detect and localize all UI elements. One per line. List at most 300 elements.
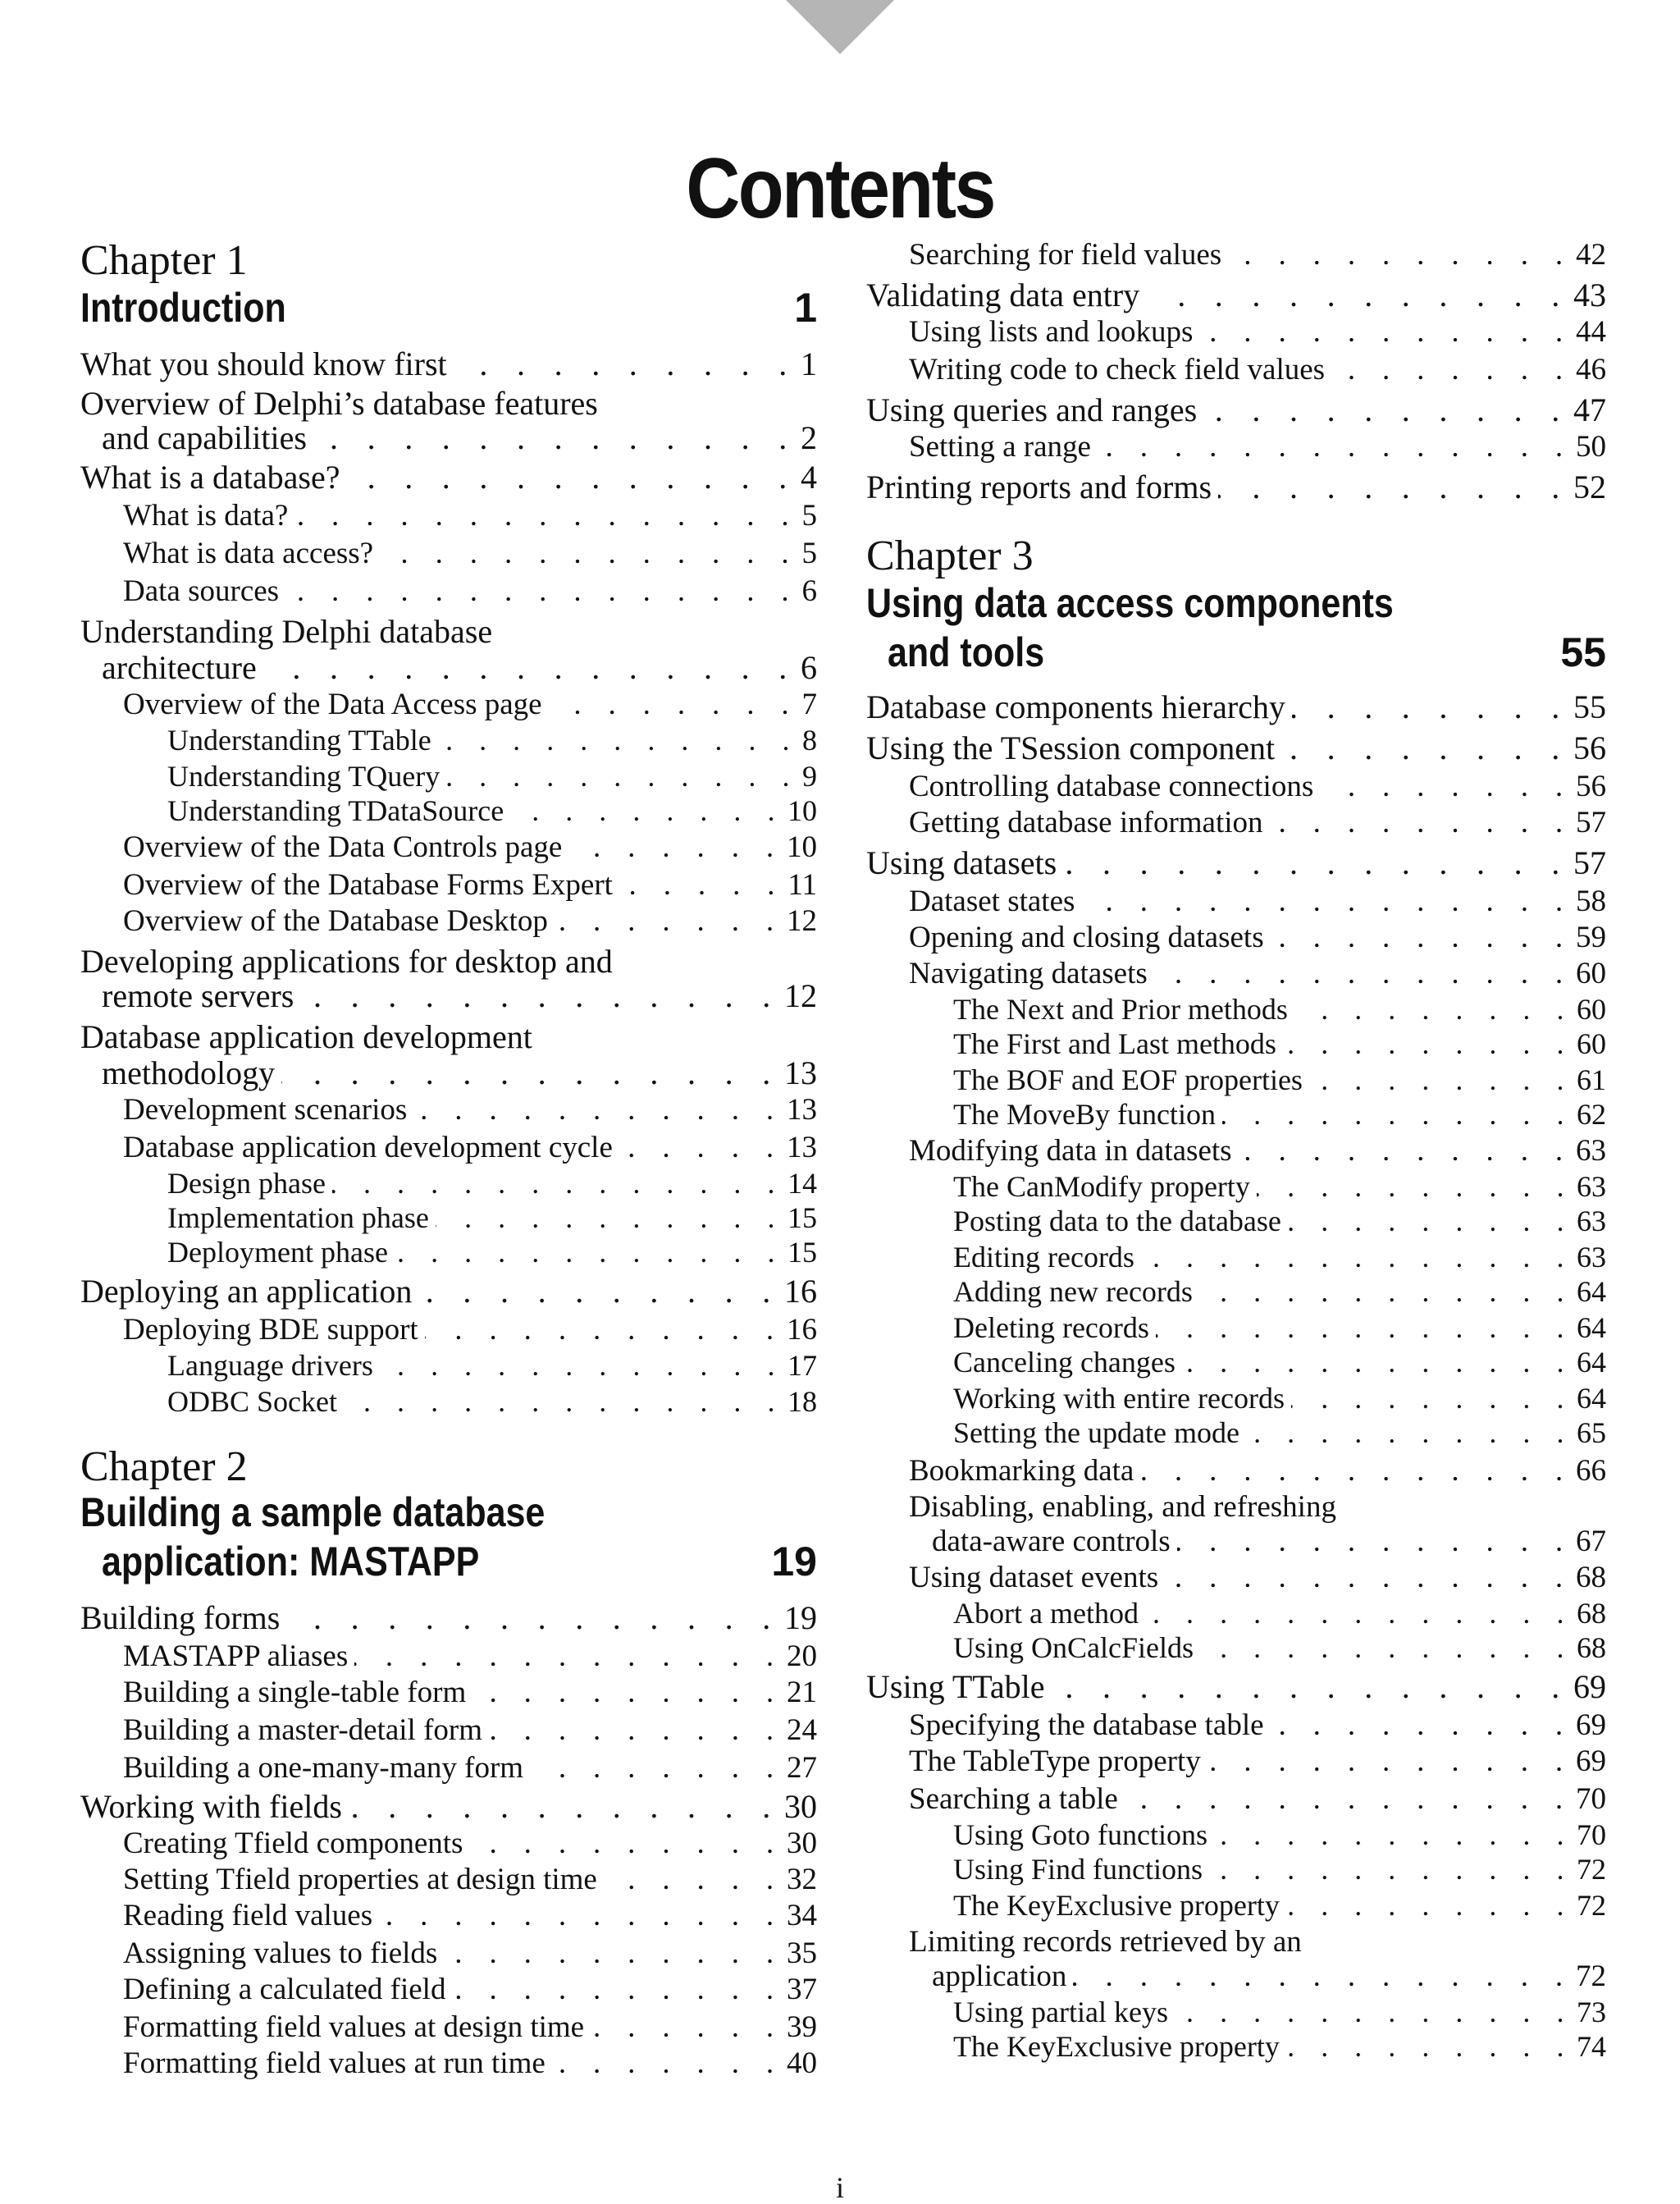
dot-leader <box>446 761 799 791</box>
toc-entry-page: 30 <box>787 1827 817 1860</box>
toc-entry[interactable] <box>953 1277 1606 1306</box>
dot-leader <box>1156 1313 1573 1342</box>
dot-leader <box>379 1900 783 1931</box>
dot-leader <box>1125 1784 1573 1814</box>
toc-entry-page: 60 <box>1576 957 1606 990</box>
toc-entry-text: The MoveBy function <box>953 1098 1216 1131</box>
chapter-title-text: Using data access components <box>866 580 1394 626</box>
toc-entry-text: Navigating datasets <box>909 957 1148 990</box>
toc-entry-page: 11 <box>788 868 817 902</box>
toc-entry-text: Reading field values <box>123 1899 373 1932</box>
toc-entry-page: 68 <box>1577 1597 1606 1630</box>
toc-entry-page: 70 <box>1577 1818 1606 1851</box>
dot-leader <box>395 1237 784 1267</box>
toc-entry-text-cont: and capabilities <box>102 419 307 456</box>
toc-entry[interactable] <box>909 1456 1606 1486</box>
toc-entry-text: Working with fields <box>80 1788 342 1825</box>
toc-entry-text: Modifying data in datasets <box>909 1134 1232 1168</box>
toc-entry-text: The TableType property <box>909 1744 1201 1778</box>
toc-entry[interactable] <box>866 844 1606 881</box>
dot-leader <box>380 538 798 569</box>
toc-entry-text-cont: architecture <box>102 649 257 686</box>
toc-entry[interactable] <box>953 1100 1606 1129</box>
toc-entry[interactable] <box>123 1974 817 2005</box>
toc-entry-text: The Next and Prior methods <box>953 993 1288 1026</box>
toc-entry-text: Setting a range <box>909 430 1091 464</box>
toc-entry[interactable] <box>909 317 1606 347</box>
toc-entry[interactable] <box>866 471 1606 504</box>
toc-entry[interactable] <box>909 807 1606 838</box>
toc-entry-text: MASTAPP aliases <box>123 1639 349 1673</box>
toc-entry[interactable] <box>123 1938 817 1969</box>
dot-leader <box>591 2012 783 2042</box>
chapter-title-cont[interactable] <box>866 629 1606 675</box>
toc-entry[interactable] <box>866 729 1606 766</box>
dot-leader <box>452 1974 783 2005</box>
toc-entry[interactable] <box>866 1668 1606 1705</box>
toc-entry-page: 12 <box>787 904 817 938</box>
toc-entry-text: Printing reports and forms <box>866 469 1212 505</box>
toc-entry-text: Overview of the Data Access page <box>123 688 542 721</box>
dot-leader <box>294 501 798 531</box>
toc-entry-page: 56 <box>1576 770 1606 803</box>
toc-entry-text-cont: methodology <box>102 1054 276 1091</box>
dot-leader <box>444 1938 783 1969</box>
toc-entry-page: 10 <box>788 794 817 827</box>
toc-entry[interactable] <box>123 689 817 720</box>
toc-entry-text: What you should know first <box>80 345 447 382</box>
dot-leader <box>300 980 781 1013</box>
toc-entry-page: 18 <box>788 1385 817 1418</box>
toc-entry[interactable] <box>123 1828 817 1859</box>
toc-entry[interactable] <box>123 1677 817 1708</box>
dot-leader <box>619 1132 783 1163</box>
toc-entry-text: Abort a method <box>953 1597 1139 1630</box>
dot-leader <box>1271 1710 1573 1740</box>
toc-entry[interactable] <box>909 1710 1606 1740</box>
dot-leader <box>1199 317 1573 347</box>
dot-leader <box>332 1168 784 1198</box>
toc-entry-page: 64 <box>1577 1275 1606 1308</box>
toc-entry-page: 69 <box>1573 1668 1606 1705</box>
toc-entry-text: Using partial keys <box>953 1996 1168 2028</box>
toc-entry-text[interactable]: Limiting records retrieved by an <box>909 1925 1302 1959</box>
toc-entry-page: 65 <box>1577 1416 1606 1449</box>
chapter-title[interactable] <box>866 580 1606 626</box>
dot-leader <box>263 652 797 684</box>
dot-leader <box>1073 1961 1573 1991</box>
dot-leader <box>1209 1854 1573 1884</box>
toc-entry-text-cont: remote servers <box>102 977 294 1014</box>
dot-leader <box>1081 886 1573 917</box>
toc-entry[interactable] <box>953 1206 1606 1236</box>
toc-entry[interactable] <box>123 501 817 531</box>
toc-entry[interactable] <box>953 1065 1606 1095</box>
dot-leader <box>1203 394 1570 427</box>
toc-entry-page: 72 <box>1577 1889 1606 1922</box>
toc-entry-page: 40 <box>787 2046 817 2080</box>
toc-entry-page: 68 <box>1577 1631 1606 1664</box>
toc-entry-page: 64 <box>1577 1346 1606 1379</box>
toc-entry-page: 73 <box>1577 1996 1606 2028</box>
toc-entry[interactable] <box>167 1168 817 1198</box>
dot-leader <box>1270 807 1573 838</box>
toc-entry-text: Using TTable <box>866 1668 1045 1705</box>
dot-leader <box>1208 1746 1573 1776</box>
dot-leader <box>619 870 784 900</box>
dot-leader <box>1309 1065 1573 1095</box>
toc-entry-page: 14 <box>788 1167 817 1200</box>
dot-leader <box>472 1677 783 1708</box>
dot-leader <box>454 348 797 381</box>
toc-entry[interactable] <box>953 1172 1606 1201</box>
toc-entry[interactable] <box>123 1864 817 1895</box>
dot-leader <box>418 1275 781 1308</box>
toc-entry-page: 20 <box>787 1639 817 1673</box>
toc-entry-text[interactable]: Disabling, enabling, and refreshing <box>909 1490 1336 1524</box>
chapter-label: Chapter 3 <box>866 533 1034 579</box>
toc-entry[interactable] <box>102 977 817 1014</box>
toc-entry-text-cont: data-aware controls <box>932 1525 1171 1558</box>
toc-entry-text: Bookmarking data <box>909 1454 1134 1488</box>
toc-entry-page: 17 <box>788 1349 817 1382</box>
toc-entry-page: 4 <box>801 459 817 496</box>
dot-leader <box>286 1602 781 1635</box>
dot-leader <box>349 1790 781 1823</box>
dot-leader <box>1146 279 1570 312</box>
toc-entry-text: Implementation phase <box>167 1201 429 1234</box>
toc-entry[interactable] <box>167 1237 817 1267</box>
toc-entry-text: Using dataset events <box>909 1561 1159 1594</box>
toc-entry-text: Building forms <box>80 1599 281 1636</box>
toc-entry-page: 47 <box>1573 391 1606 428</box>
dot-leader <box>1199 1277 1573 1306</box>
dot-leader <box>1281 732 1570 765</box>
dot-leader <box>568 832 783 862</box>
dot-leader <box>469 1828 783 1859</box>
chapter-title-text: Introduction <box>80 285 286 331</box>
toc-entry-text: Specifying the database table <box>909 1708 1264 1742</box>
toc-entry[interactable] <box>953 1029 1606 1059</box>
toc-entry-page: 72 <box>1576 1959 1606 1993</box>
toc-entry[interactable] <box>909 432 1606 462</box>
toc-entry-page: 10 <box>787 830 817 864</box>
dot-leader <box>1239 1136 1573 1166</box>
toc-entry-page: 44 <box>1576 315 1606 349</box>
toc-entry-text[interactable]: Overview of Delphi’s database features <box>80 385 598 422</box>
toc-entry[interactable] <box>167 1351 817 1380</box>
toc-entry-page: 46 <box>1576 353 1606 386</box>
toc-entry[interactable] <box>866 688 1606 725</box>
toc-entry-text: Using lists and lookups <box>909 315 1194 349</box>
toc-entry-page: 64 <box>1577 1311 1606 1344</box>
toc-entry-page: 35 <box>787 1937 817 1970</box>
toc-entry-page: 60 <box>1577 993 1606 1026</box>
dot-leader <box>285 576 798 606</box>
toc-entry-page: 15 <box>788 1201 817 1234</box>
toc-entry-text: Canceling changes <box>953 1346 1176 1379</box>
toc-entry-text: Adding new records <box>953 1275 1193 1308</box>
toc-entry-text[interactable]: Understanding Delphi database <box>80 613 493 650</box>
toc-entry[interactable] <box>909 1136 1606 1166</box>
dot-leader <box>438 725 799 755</box>
toc-entry-text: Deleting records <box>953 1311 1149 1344</box>
toc-entry-text: Database components hierarchy <box>866 688 1285 725</box>
toc-entry[interactable] <box>102 419 817 456</box>
dot-leader <box>380 1351 784 1380</box>
toc-entry-text: Development scenarios <box>123 1093 408 1127</box>
toc-entry-page: 16 <box>784 1273 817 1310</box>
toc-entry[interactable] <box>953 995 1606 1024</box>
toc-entry-text: Working with entire records <box>953 1382 1285 1415</box>
dot-leader <box>354 1641 783 1671</box>
chapter-label: Chapter 2 <box>80 1443 248 1490</box>
toc-entry[interactable] <box>866 391 1606 428</box>
toc-entry-page: 27 <box>787 1751 817 1785</box>
dot-leader <box>347 461 797 494</box>
dot-leader <box>1292 691 1570 724</box>
toc-entry[interactable] <box>953 1242 1606 1272</box>
toc-entry-text: What is a database? <box>80 459 340 496</box>
toc-entry[interactable] <box>80 1790 817 1823</box>
dot-leader <box>1222 1100 1573 1129</box>
dot-leader <box>1165 1562 1573 1593</box>
toc-entry[interactable] <box>123 1132 817 1163</box>
toc-entry-page: 21 <box>787 1676 817 1709</box>
toc-entry-page: 61 <box>1577 1063 1606 1096</box>
toc-entry[interactable] <box>167 725 817 755</box>
chapter-title[interactable] <box>80 1489 817 1535</box>
toc-entry-page: 32 <box>787 1863 817 1896</box>
dot-leader <box>1331 354 1573 385</box>
toc-entry[interactable] <box>123 576 817 606</box>
toc-entry[interactable] <box>953 1820 1606 1850</box>
toc-entry-page: 63 <box>1576 1134 1606 1168</box>
dot-leader <box>1141 1242 1573 1272</box>
toc-entry[interactable] <box>123 906 817 936</box>
toc-entry-page: 69 <box>1576 1744 1606 1778</box>
toc-entry-text: Building a one-many-many form <box>123 1751 524 1785</box>
toc-entry-text: Searching for field values <box>909 238 1222 272</box>
toc-entry[interactable] <box>123 1315 817 1345</box>
toc-entry-text: Using Goto functions <box>953 1818 1208 1851</box>
chapter-title-cont[interactable] <box>80 1541 817 1582</box>
toc-entry[interactable] <box>953 2032 1606 2061</box>
dot-leader <box>530 1753 783 1783</box>
toc-entry-text: Building a single-table form <box>123 1676 467 1709</box>
chapter-page-number: 55 <box>1560 629 1606 675</box>
dot-leader <box>1140 1456 1573 1486</box>
toc-entry-page: 59 <box>1576 921 1606 954</box>
toc-entry-text: Validating data entry <box>866 277 1140 313</box>
toc-entry-text: Setting the update mode <box>953 1416 1239 1449</box>
toc-entry[interactable] <box>123 2012 817 2042</box>
dot-leader <box>1294 995 1573 1024</box>
toc-entry[interactable] <box>123 1753 817 1783</box>
toc-entry[interactable] <box>953 1313 1606 1342</box>
dot-leader <box>555 906 783 936</box>
toc-entry-text: Deploying BDE support <box>123 1313 418 1347</box>
toc-entry[interactable] <box>123 1715 817 1745</box>
toc-entry-text: Using the TSession component <box>866 729 1276 766</box>
toc-entry[interactable] <box>953 1418 1606 1447</box>
toc-entry[interactable] <box>123 1095 817 1125</box>
toc-entry[interactable] <box>953 1854 1606 1884</box>
toc-entry-text: The KeyExclusive property <box>953 1889 1280 1922</box>
toc-entry-page: 57 <box>1573 844 1606 881</box>
toc-entry-page: 56 <box>1573 729 1606 766</box>
page-number: i <box>835 2171 844 2204</box>
toc-entry[interactable] <box>102 1054 817 1091</box>
toc-entry-text: Language drivers <box>167 1349 373 1382</box>
toc-entry[interactable] <box>123 870 817 900</box>
dot-leader <box>1271 922 1573 953</box>
toc-entry[interactable] <box>909 1562 1606 1593</box>
toc-entry-text: Assigning values to fields <box>123 1937 438 1970</box>
toc-entry-text: The CanModify property <box>953 1170 1250 1203</box>
toc-entry-page: 30 <box>784 1788 817 1825</box>
toc-entry[interactable] <box>909 886 1606 917</box>
toc-entry[interactable] <box>909 922 1606 953</box>
dot-leader <box>1175 1997 1573 2027</box>
toc-entry[interactable] <box>953 1598 1606 1628</box>
toc-entry-page: 15 <box>788 1236 817 1269</box>
toc-entry-text[interactable]: Developing applications for desktop and <box>80 943 613 980</box>
dot-leader <box>1246 1418 1573 1447</box>
toc-entry[interactable] <box>80 1275 817 1308</box>
toc-entry[interactable] <box>953 1383 1606 1413</box>
toc-entry-page: 68 <box>1576 1561 1606 1594</box>
toc-entry-page: 58 <box>1576 885 1606 918</box>
dot-leader <box>604 1864 783 1895</box>
dot-leader <box>344 1387 784 1416</box>
toc-entry-text: Formatting field values at design time <box>123 2010 585 2044</box>
toc-entry-page: 52 <box>1573 469 1606 505</box>
toc-entry-text[interactable]: Database application development <box>80 1018 532 1055</box>
dot-leader <box>552 2048 783 2078</box>
toc-entry[interactable] <box>80 1599 817 1636</box>
toc-entry[interactable] <box>167 1203 817 1232</box>
toc-entry-text: What is data? <box>123 499 289 533</box>
toc-entry-page: 13 <box>787 1131 817 1164</box>
toc-entry-text: Overview of the Database Forms Expert <box>123 868 613 902</box>
dot-leader <box>1182 1347 1573 1377</box>
chapter-page-number: 1 <box>794 285 817 331</box>
dot-leader <box>1286 1891 1573 1920</box>
toc-entry-page: 50 <box>1576 430 1606 464</box>
dot-leader <box>1291 1383 1573 1413</box>
toc-entry-text: The First and Last methods <box>953 1027 1276 1060</box>
toc-entry-text: Getting database information <box>909 806 1263 839</box>
toc-entry-text: Setting Tfield properties at design time <box>123 1863 597 1896</box>
toc-entry[interactable] <box>909 771 1606 802</box>
dot-leader <box>313 422 797 455</box>
toc-entry-text: Posting data to the database <box>953 1205 1281 1237</box>
toc-entry[interactable] <box>909 240 1606 270</box>
toc-entry[interactable] <box>167 796 817 825</box>
toc-entry-text: Understanding TTable <box>167 724 431 757</box>
toc-entry-page: 5 <box>801 499 817 533</box>
dot-leader <box>1218 471 1570 504</box>
dot-leader <box>1257 1172 1573 1201</box>
toc-entry-page: 8 <box>802 724 817 757</box>
toc-entry[interactable] <box>932 1526 1606 1557</box>
toc-entry-text: Controlling database connections <box>909 770 1314 803</box>
toc-entry[interactable] <box>953 1891 1606 1920</box>
toc-entry-text: Overview of the Data Controls page <box>123 830 563 864</box>
toc-entry-page: 60 <box>1577 1027 1606 1060</box>
toc-entry-text: ODBC Socket <box>167 1385 337 1418</box>
dot-leader <box>1177 1526 1573 1557</box>
toc-entry-page: 55 <box>1573 688 1606 725</box>
toc-entry[interactable] <box>80 461 817 494</box>
toc-entry[interactable] <box>932 1961 1606 1991</box>
toc-entry[interactable] <box>80 345 817 382</box>
dot-leader <box>1286 2032 1573 2061</box>
dot-leader <box>1320 771 1573 802</box>
page-title: Contents <box>686 140 994 236</box>
toc-entry-page: 34 <box>787 1899 817 1932</box>
toc-entry-page: 62 <box>1577 1098 1606 1131</box>
toc-entry[interactable] <box>123 2048 817 2078</box>
toc-entry-text: Using OnCalcFields <box>953 1631 1194 1664</box>
toc-entry[interactable] <box>909 1746 1606 1776</box>
dot-leader <box>413 1095 783 1125</box>
toc-entry[interactable] <box>167 1387 817 1416</box>
toc-entry[interactable] <box>123 538 817 569</box>
toc-entry-page: 12 <box>784 977 817 1014</box>
toc-entry-page: 24 <box>787 1713 817 1747</box>
toc-entry-text: Writing code to check field values <box>909 353 1326 386</box>
toc-entry-page: 69 <box>1576 1708 1606 1742</box>
toc-entry[interactable] <box>123 832 817 862</box>
dot-leader <box>281 1057 781 1090</box>
toc-entry-page: 70 <box>1576 1782 1606 1816</box>
toc-entry[interactable] <box>953 1997 1606 2027</box>
dot-leader <box>1283 1029 1573 1059</box>
toc-entry[interactable] <box>909 958 1606 989</box>
toc-entry-text: Deployment phase <box>167 1236 388 1269</box>
toc-entry-text: Data sources <box>123 574 280 608</box>
toc-entry[interactable] <box>953 1347 1606 1377</box>
toc-entry[interactable] <box>123 1641 817 1671</box>
toc-entry-text: What is data access? <box>123 537 374 570</box>
chapter-title[interactable] <box>80 285 817 331</box>
toc-entry[interactable] <box>102 649 817 686</box>
dot-leader <box>425 1315 783 1345</box>
toc-entry-page: 13 <box>784 1054 817 1091</box>
toc-entry[interactable] <box>123 1900 817 1931</box>
toc-entry-page: 37 <box>787 1973 817 2006</box>
toc-entry-page: 13 <box>787 1093 817 1127</box>
toc-entry-text: Dataset states <box>909 885 1075 918</box>
toc-entry[interactable] <box>909 1784 1606 1814</box>
toc-entry[interactable] <box>953 1633 1606 1662</box>
toc-entry[interactable] <box>167 761 817 791</box>
toc-entry[interactable] <box>866 279 1606 312</box>
toc-entry-page: 63 <box>1577 1241 1606 1273</box>
dot-leader <box>1098 432 1573 462</box>
toc-entry-text: Overview of the Database Desktop <box>123 904 548 938</box>
toc-entry-page: 63 <box>1577 1170 1606 1203</box>
page-marker-triangle <box>786 0 894 54</box>
toc-entry-text: Defining a calculated field <box>123 1973 446 2006</box>
toc-entry-text: Using queries and ranges <box>866 391 1198 428</box>
toc-entry[interactable] <box>909 354 1606 385</box>
toc-entry-page: 1 <box>801 345 817 382</box>
toc-entry-page: 16 <box>787 1313 817 1347</box>
dot-leader <box>1145 1598 1573 1628</box>
